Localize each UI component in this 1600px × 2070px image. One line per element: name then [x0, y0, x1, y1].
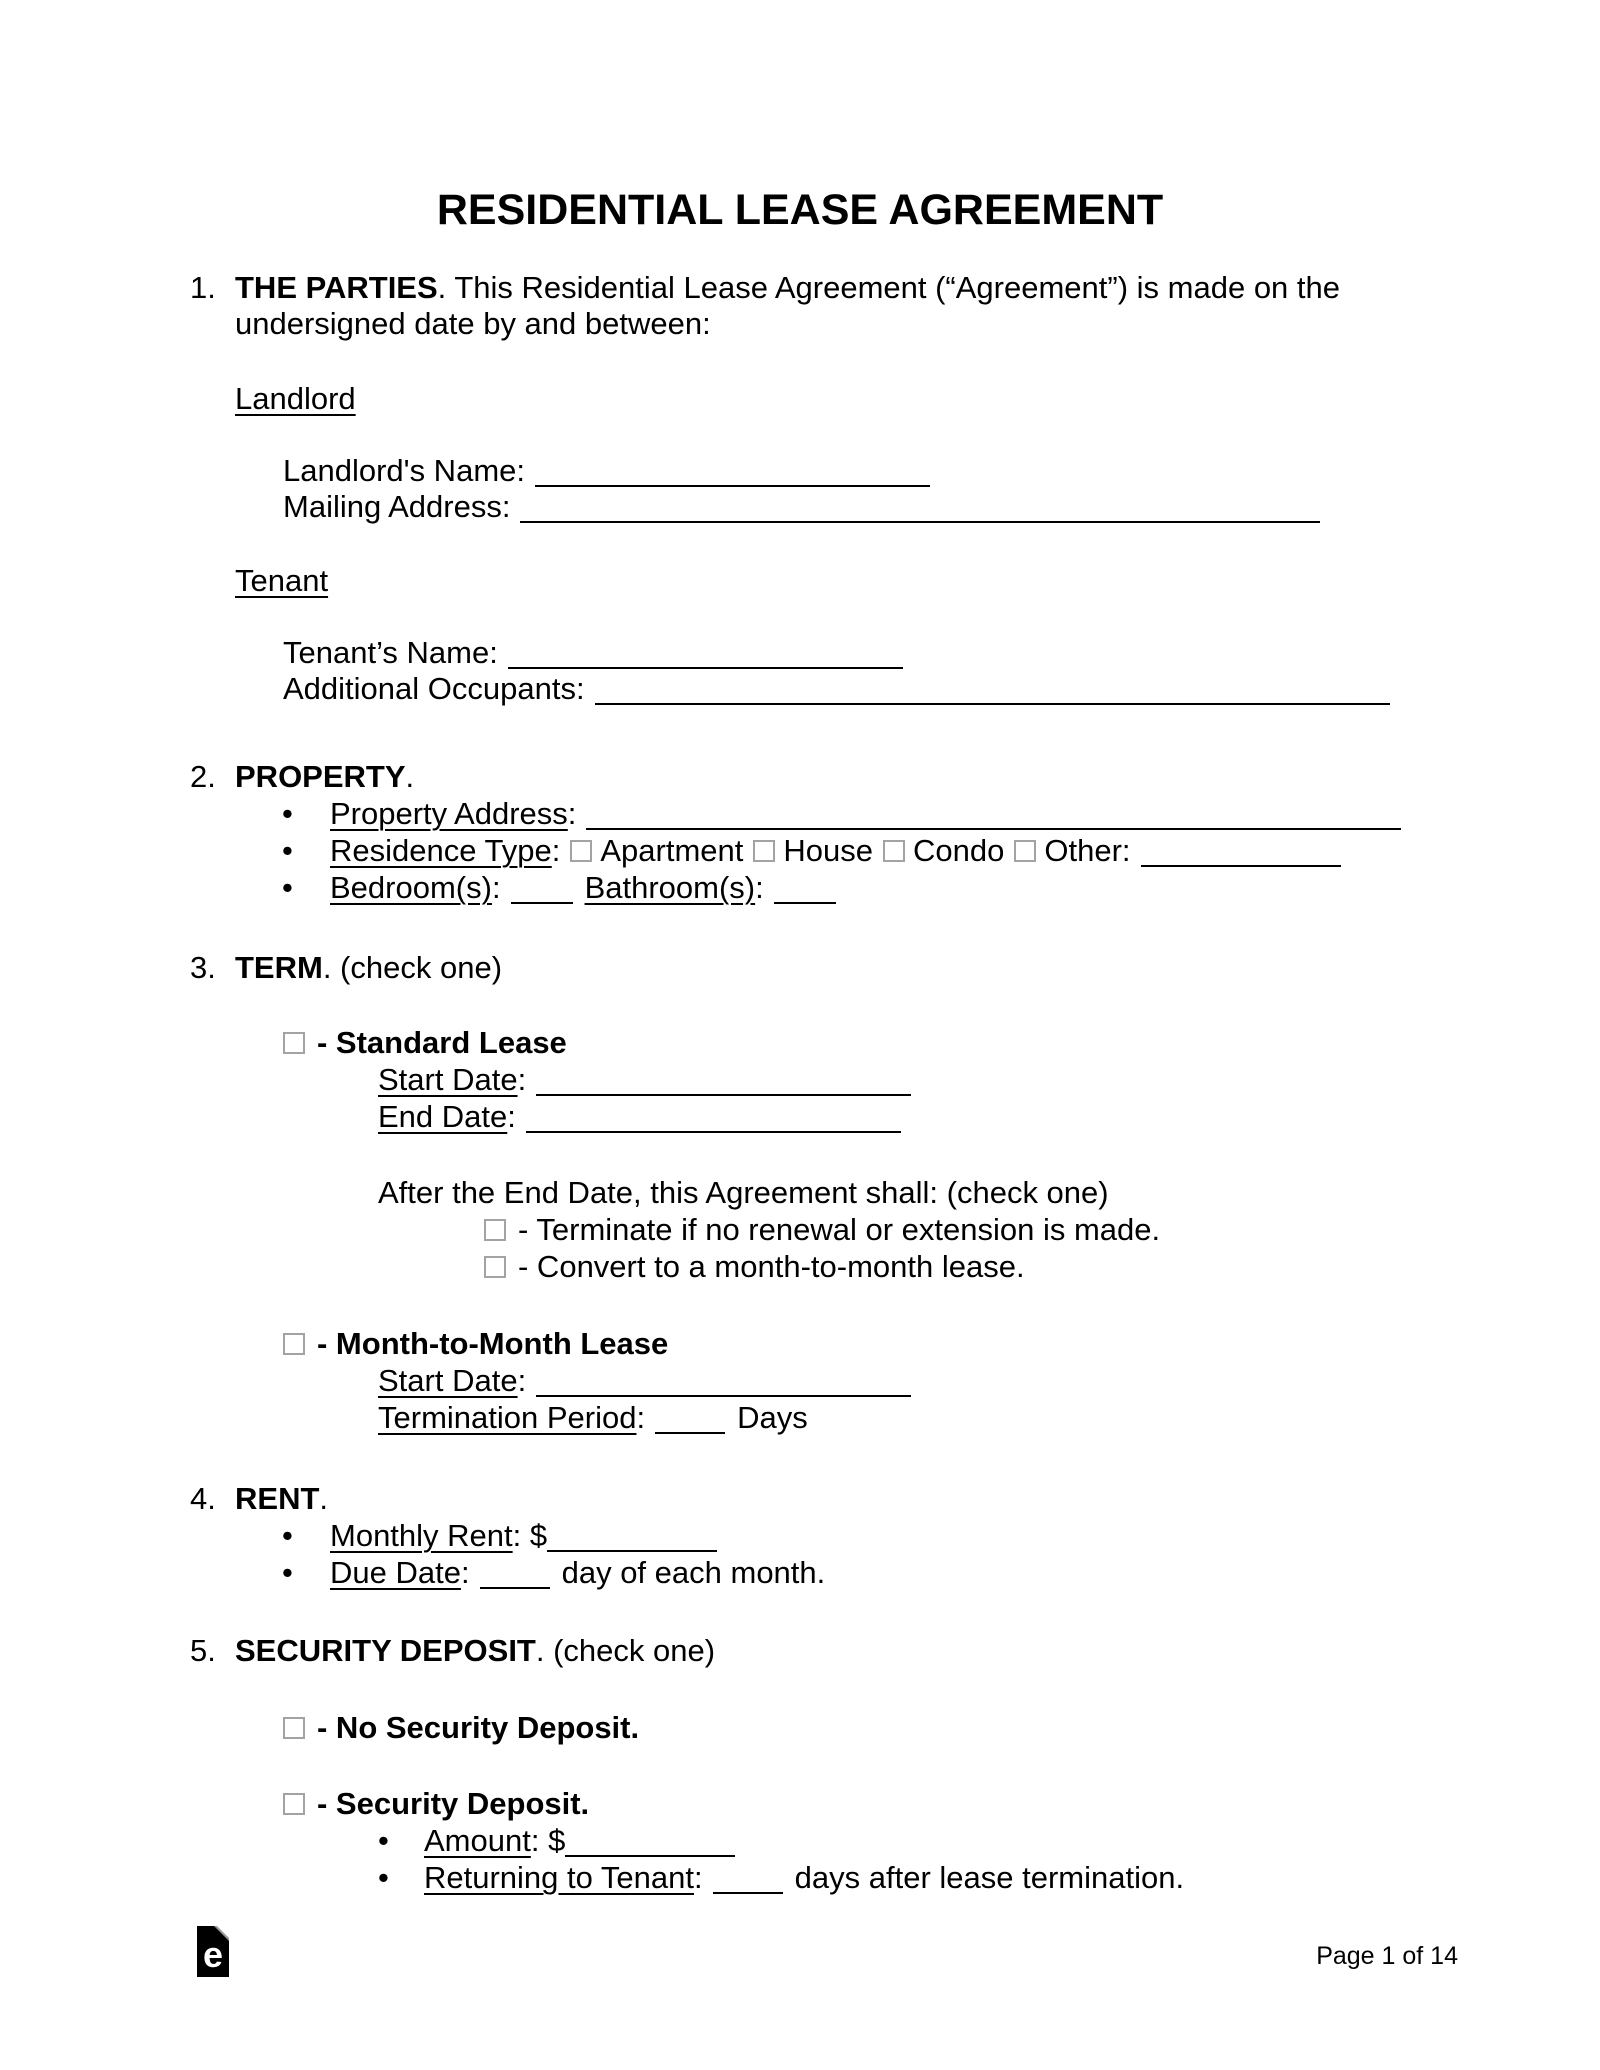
- rooms-row: • Bedroom(s): Bathroom(s):: [282, 869, 836, 907]
- section-number: 3.: [190, 950, 216, 985]
- landlord-subheading: Landlord: [235, 381, 356, 416]
- section-title: TERM: [235, 950, 323, 985]
- bathrooms-blank[interactable]: [774, 872, 836, 904]
- tenant-subheading: Tenant: [235, 563, 329, 598]
- mailing-address-blank[interactable]: [520, 491, 1320, 523]
- convert-option-row: [484, 1248, 1025, 1286]
- section-title: PROPERTY: [235, 759, 406, 794]
- start-date-label: Start Date: [378, 1062, 518, 1097]
- termination-period-row: Termination Period: Days: [378, 1400, 808, 1435]
- amount-label: Amount: [424, 1823, 531, 1858]
- tenant-name-row: [283, 634, 903, 672]
- house-checkbox[interactable]: [753, 840, 775, 862]
- bullet-icon: •: [282, 1555, 293, 1590]
- standard-start-date-row: Start Date:: [378, 1061, 911, 1099]
- section-intro-line2: undersigned date by and between:: [235, 306, 711, 341]
- standard-lease-checkbox[interactable]: [283, 1032, 305, 1054]
- standard-end-date-row: End Date:: [378, 1098, 901, 1136]
- page-number: Page 1 of 14: [1316, 1942, 1458, 1970]
- standard-start-date-blank[interactable]: [536, 1064, 911, 1096]
- landlord-name-row: [283, 452, 930, 490]
- due-date-blank[interactable]: [480, 1557, 550, 1589]
- other-option-label: Other:: [1044, 833, 1131, 868]
- apartment-option-label: Apartment: [600, 833, 744, 868]
- convert-option-label: - Convert to a month-to-month lease.: [518, 1249, 1025, 1284]
- additional-occupants-label: Additional Occupants:: [283, 671, 585, 706]
- additional-occupants-blank[interactable]: [595, 673, 1390, 705]
- renewal-intro: After the End Date, this Agreement shall: (check one): [378, 1175, 1109, 1210]
- eforms-logo: [197, 1926, 229, 1977]
- property-address-blank[interactable]: [586, 798, 1401, 830]
- monthly-rent-blank[interactable]: [547, 1520, 717, 1552]
- termination-period-blank[interactable]: [655, 1402, 725, 1434]
- eforms-logo-letter: e: [202, 1934, 224, 1975]
- termination-period-label: Termination Period: [378, 1400, 637, 1435]
- landlord-name-blank[interactable]: [535, 455, 930, 487]
- bullet-icon: •: [282, 833, 293, 868]
- start-date-label: Start Date: [378, 1363, 518, 1398]
- section-deposit-heading: 5. SECURITY DEPOSIT. (check one): [190, 1633, 716, 1668]
- m2m-start-date-blank[interactable]: [536, 1365, 911, 1397]
- monthly-rent-row: • Monthly Rent: $: [282, 1517, 717, 1555]
- standard-end-date-blank[interactable]: [526, 1101, 901, 1133]
- amount-blank[interactable]: [565, 1825, 735, 1857]
- no-deposit-checkbox[interactable]: [283, 1717, 305, 1739]
- due-date-label: Due Date: [330, 1555, 461, 1590]
- no-deposit-label: - No Security Deposit.: [317, 1710, 640, 1745]
- section-term-heading: 3. TERM. (check one): [190, 950, 503, 985]
- month-to-month-row: [283, 1325, 668, 1363]
- other-checkbox[interactable]: [1014, 840, 1036, 862]
- monthly-rent-label: Monthly Rent: [330, 1518, 513, 1553]
- tenant-name-label: Tenant’s Name:: [283, 635, 498, 670]
- page-title: RESIDENTIAL LEASE AGREEMENT: [436, 186, 1164, 234]
- bullet-icon: •: [282, 796, 293, 831]
- bullet-icon: •: [282, 1518, 293, 1553]
- residence-type-label: Residence Type: [330, 833, 552, 868]
- deposit-amount-row: • Amount: $: [378, 1822, 735, 1860]
- section-rent-heading: 4. RENT.: [190, 1481, 329, 1516]
- deposit-checkbox[interactable]: [283, 1793, 305, 1815]
- convert-checkbox[interactable]: [484, 1256, 506, 1278]
- house-option-label: House: [783, 833, 873, 868]
- bullet-icon: •: [378, 1823, 389, 1858]
- section-number: 1.: [190, 270, 216, 305]
- returning-blank[interactable]: [713, 1862, 783, 1894]
- apartment-checkbox[interactable]: [570, 840, 592, 862]
- due-date-suffix: day of each month.: [561, 1555, 826, 1590]
- other-residence-blank[interactable]: [1141, 835, 1341, 867]
- returning-suffix: days after lease termination.: [794, 1860, 1185, 1895]
- deposit-row: [283, 1785, 589, 1823]
- section-intro: . This Residential Lease Agreement (“Agreement”) is made on the: [437, 270, 1341, 305]
- residence-type-row: • Residence Type: Apartment House Condo Other:: [282, 832, 1341, 870]
- terminate-checkbox[interactable]: [484, 1219, 506, 1241]
- condo-option-label: Condo: [913, 833, 1005, 868]
- section-number: 2.: [190, 759, 216, 794]
- end-date-label: End Date: [378, 1099, 508, 1134]
- mailing-address-row: [283, 488, 1320, 526]
- section-title: SECURITY DEPOSIT: [235, 1633, 536, 1668]
- returning-label: Returning to Tenant: [424, 1860, 695, 1895]
- terminate-option-row: [484, 1211, 1160, 1249]
- section-property-heading: 2. PROPERTY.: [190, 759, 415, 794]
- bullet-icon: •: [378, 1860, 389, 1895]
- section-parties-heading: [190, 269, 1340, 307]
- landlord-name-label: Landlord's Name:: [283, 453, 525, 488]
- deposit-label: - Security Deposit.: [317, 1786, 590, 1821]
- standard-lease-row: [283, 1024, 567, 1062]
- days-suffix: Days: [737, 1400, 808, 1435]
- section-title: THE PARTIES: [235, 270, 438, 305]
- tenant-name-blank[interactable]: [508, 637, 903, 669]
- condo-checkbox[interactable]: [883, 840, 905, 862]
- month-to-month-checkbox[interactable]: [283, 1333, 305, 1355]
- m2m-start-date-row: Start Date:: [378, 1362, 911, 1400]
- bullet-icon: •: [282, 870, 293, 905]
- due-date-row: • Due Date: day of each month.: [282, 1555, 826, 1590]
- additional-occupants-row: [283, 670, 1390, 708]
- section-number: 5.: [190, 1633, 216, 1668]
- standard-lease-label: - Standard Lease: [317, 1025, 567, 1060]
- property-address-row: • Property Address:: [282, 795, 1401, 833]
- terminate-option-label: - Terminate if no renewal or extension is made.: [518, 1212, 1161, 1247]
- no-deposit-row: [283, 1709, 639, 1747]
- property-address-label: Property Address: [330, 796, 568, 831]
- bathrooms-label: Bathroom(s): [584, 870, 756, 905]
- bedrooms-blank[interactable]: [511, 872, 573, 904]
- month-to-month-label: - Month-to-Month Lease: [317, 1326, 669, 1361]
- mailing-address-label: Mailing Address:: [283, 489, 511, 524]
- section-title: RENT: [235, 1481, 320, 1516]
- deposit-returning-row: • Returning to Tenant: days after lease termination.: [378, 1860, 1185, 1895]
- section-number: 4.: [190, 1481, 216, 1516]
- bedrooms-label: Bedroom(s): [330, 870, 492, 905]
